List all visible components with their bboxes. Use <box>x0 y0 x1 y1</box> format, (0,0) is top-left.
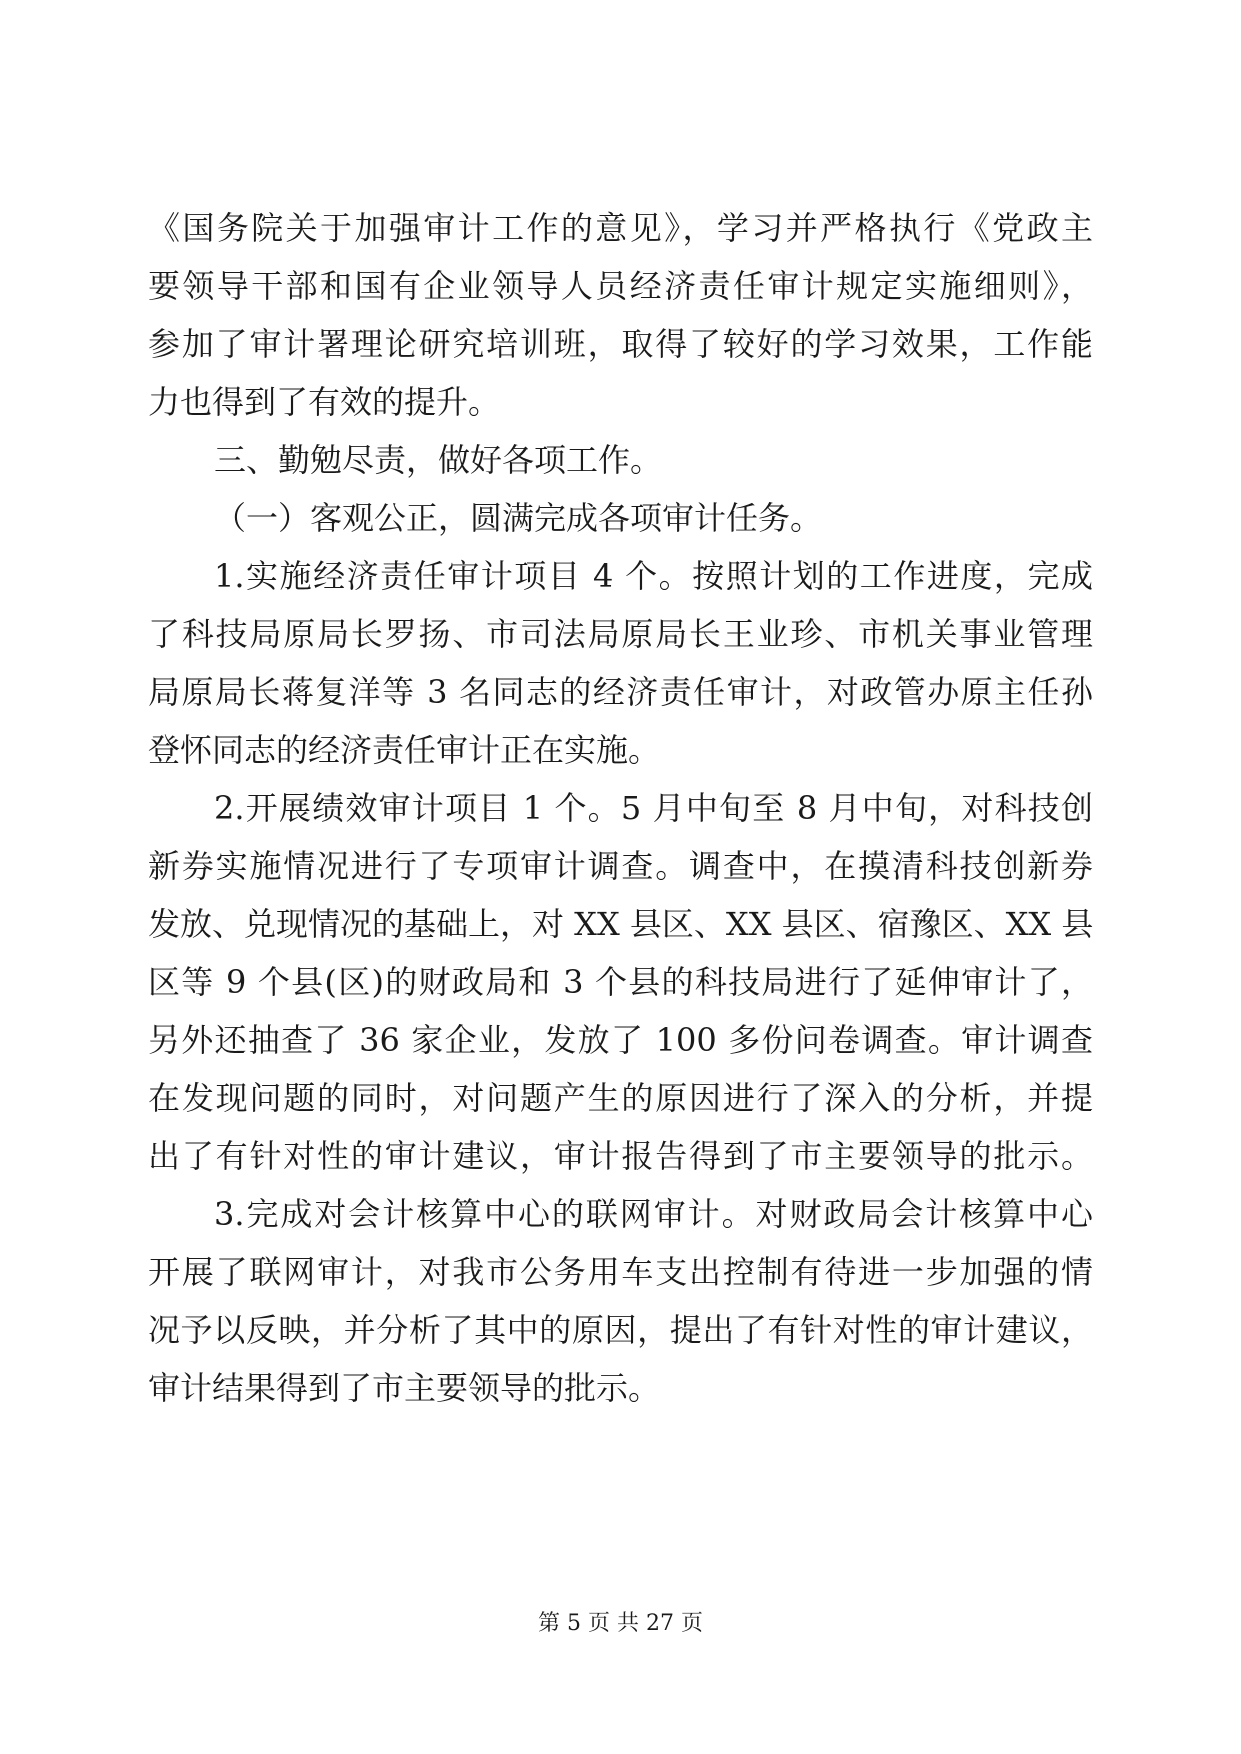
paragraph-line: 新券实施情况进行了专项审计调查。调查中，在摸清科技创新券 <box>148 847 1093 885</box>
paragraph-line: 另外还抽查了 36 家企业，发放了 100 多份问卷调查。审计调查 <box>148 1021 1093 1059</box>
paragraph-line: 3.完成对会计核算中心的联网审计。对财政局会计核算中心 <box>214 1195 1093 1233</box>
paragraph-line: 登怀同志的经济责任审计正在实施。 <box>148 731 661 769</box>
paragraph-line: 参加了审计署理论研究培训班，取得了较好的学习效果，工作能 <box>148 325 1093 363</box>
paragraph-line: 《国务院关于加强审计工作的意见》，学习并严格执行《党政主 <box>148 209 1093 247</box>
paragraph-line: 力也得到了有效的提升。 <box>148 383 501 421</box>
paragraph-line: 发放、兑现情况的基础上，对 XX 县区、XX 县区、宿豫区、XX 县 <box>148 905 1093 943</box>
paragraph-line: 1.实施经济责任审计项目 4 个。按照计划的工作进度，完成 <box>214 557 1093 595</box>
page-number: 第 5 页 共 27 页 <box>538 1611 703 1636</box>
paragraph-line: 局原局长蒋复洋等 3 名同志的经济责任审计，对政管办原主任孙 <box>148 673 1093 711</box>
paragraph-line: 出了有针对性的审计建议，审计报告得到了市主要领导的批示。 <box>148 1137 1093 1175</box>
paragraph-line: 开展了联网审计，对我市公务用车支出控制有待进一步加强的情 <box>148 1253 1093 1291</box>
paragraph-line: 区等 9 个县(区)的财政局和 3 个县的科技局进行了延伸审计了， <box>148 963 1093 1001</box>
section-heading: 三、勤勉尽责，做好各项工作。 <box>214 441 663 479</box>
paragraph-line: 在发现问题的同时，对问题产生的原因进行了深入的分析，并提 <box>148 1079 1093 1117</box>
paragraph-line: 况予以反映，并分析了其中的原因，提出了有针对性的审计建议， <box>148 1311 1093 1349</box>
subsection-heading: （一）客观公正，圆满完成各项审计任务。 <box>214 499 823 537</box>
paragraph-line: 2.开展绩效审计项目 1 个。5 月中旬至 8 月中旬，对科技创 <box>214 789 1093 827</box>
paragraph-line: 审计结果得到了市主要领导的批示。 <box>148 1369 661 1407</box>
paragraph-line: 要领导干部和国有企业领导人员经济责任审计规定实施细则》， <box>148 267 1093 305</box>
paragraph-line: 了科技局原局长罗扬、市司法局原局长王业珍、市机关事业管理 <box>148 615 1093 653</box>
